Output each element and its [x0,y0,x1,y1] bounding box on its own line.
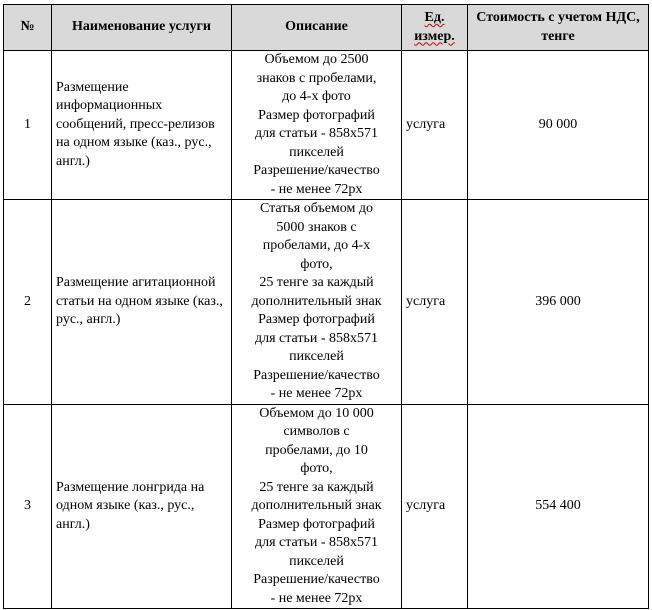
header-row [4,5,649,51]
row-unit: услуга [402,404,468,609]
desc-line: пикселей [289,349,344,364]
desc-line: Объемом до 10 000 [259,405,374,421]
desc-line: пробелами, до 4-х [262,238,371,253]
price-table [3,4,649,609]
desc-line: - не менее 72px [270,386,363,401]
desc-line: Разрешение/качество [253,367,380,383]
desc-line: 25 тенге за каждый [259,275,374,290]
desc-line: дополнительный знак [251,498,382,513]
desc-line: знаков с пробелами, [256,70,377,86]
desc-line: 5000 знаков с [276,219,357,235]
desc-line: для статьи - 858х571 [254,535,379,550]
desc-line: Разрешение/качество [253,572,380,587]
row-desc [232,404,402,609]
header-name: Наименование услуги [52,5,232,51]
service-name: Размещение агитационной статьи на одном языке (каз., рус., англ.) [56,275,223,327]
desc-line: Разрешение/качество [253,163,380,178]
row-unit: услуга [402,200,468,405]
service-name: Размещение лонгрида на одном языке (каз., рус., англ.) [56,479,205,532]
service-name: Размещение информационных сообщений, пресс-релизов на одном языке (каз., рус., англ.) [56,79,215,169]
row-desc [232,51,402,200]
desc-line: дополнительный знак [251,293,382,309]
row-num: 2 [4,200,52,405]
row-num: 3 [4,404,52,609]
row-price: 90 000 [468,51,649,200]
desc-line: для статьи - 858х571 [254,330,379,346]
row-name [52,200,232,405]
desc-line: - не менее 72px [270,590,363,606]
desc-line: 25 тенге за каждый [259,479,374,495]
table-row [4,200,649,405]
row-name [52,404,232,609]
row-price: 396 000 [468,200,649,405]
row-num: 1 [4,51,52,200]
desc-line: символов с [283,424,350,439]
row-unit: услуга [402,51,468,200]
header-unit-text: Ед. измер. [414,10,455,44]
table-row [4,404,649,609]
desc-line: пикселей [289,553,344,569]
header-num: № [4,5,52,51]
desc-line: Размер фотографий [258,312,375,327]
row-price: 554 400 [468,404,649,609]
table-row [4,51,649,200]
desc-line: Размер фотографий [258,516,375,532]
header-unit [402,5,468,51]
row-name [52,51,232,200]
header-price: Стоимость с учетом НДС, тенге [468,5,649,51]
desc-line: пикселей [289,144,344,160]
header-desc: Описание [232,5,402,51]
desc-line: фото, [300,256,333,272]
row-desc [232,200,402,405]
desc-line: Объемом до 2500 [264,52,369,67]
desc-line: до 4-х фото [282,89,351,104]
desc-line: фото, [300,461,333,476]
desc-line: пробелами, до 10 [265,442,368,458]
desc-line: Статья объемом до [259,201,374,216]
desc-line: Размер фотографий [258,107,375,123]
desc-line: для статьи - 858х571 [254,126,379,141]
desc-line: - не менее 72px [270,181,363,197]
